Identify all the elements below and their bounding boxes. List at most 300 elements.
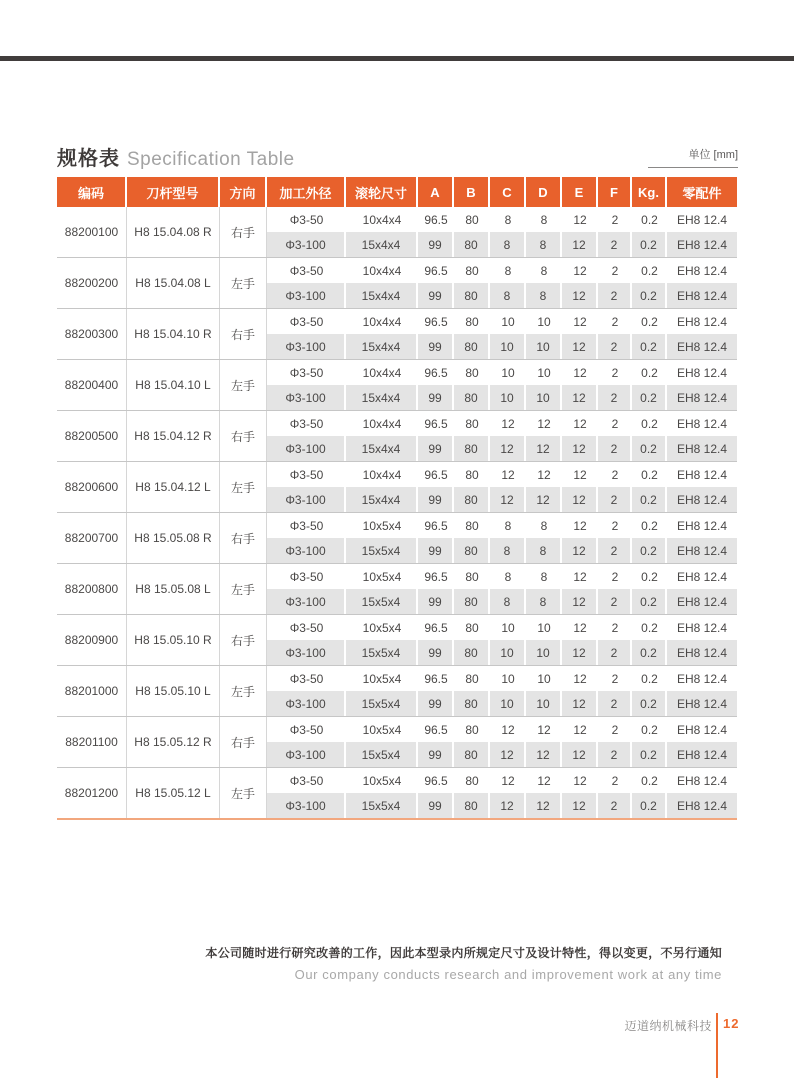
column-header: D bbox=[526, 177, 562, 207]
table-cell: 0.2 bbox=[632, 742, 667, 767]
table-cell: 80 bbox=[454, 436, 490, 461]
footer-note bbox=[205, 944, 722, 982]
table-cell: 0.2 bbox=[641, 263, 658, 278]
table-cell: Φ3-50 bbox=[289, 773, 324, 788]
table-cell: 12 bbox=[501, 416, 515, 431]
unit-label: 单位 [mm] bbox=[648, 146, 738, 168]
table-cell: 8 bbox=[540, 212, 548, 227]
table-cell: 12 bbox=[562, 283, 598, 308]
table-cell: 0.2 bbox=[632, 232, 667, 257]
table-cell: 12 bbox=[562, 640, 598, 665]
table-cell: 96.5 bbox=[424, 620, 448, 635]
table-row-group bbox=[57, 207, 737, 258]
table-cell: Φ3-100 bbox=[267, 538, 346, 563]
table-cell: EH8 12.4 bbox=[676, 467, 728, 482]
table-cell: 12 bbox=[562, 334, 598, 359]
cell-model: H8 15.05.08 R bbox=[127, 513, 220, 563]
table-cell: 2 bbox=[598, 538, 632, 563]
table-cell: Φ3-50 bbox=[289, 263, 324, 278]
table-cell: Φ3-100 bbox=[267, 742, 346, 767]
table-row bbox=[267, 411, 737, 436]
table-cell: 10 bbox=[490, 691, 526, 716]
table-cell: 80 bbox=[454, 793, 490, 818]
table-cell: 99 bbox=[418, 538, 454, 563]
table-row bbox=[267, 768, 737, 793]
table-cell: 2 bbox=[598, 742, 632, 767]
table-cell: 80 bbox=[454, 487, 490, 512]
table-cell: Φ3-50 bbox=[289, 212, 324, 227]
cell-model: H8 15.04.10 L bbox=[127, 360, 220, 410]
table-cell: 0.2 bbox=[632, 640, 667, 665]
table-cell: 99 bbox=[418, 334, 454, 359]
table-cell: EH8 12.4 bbox=[676, 416, 728, 431]
table-cell: 0.2 bbox=[632, 793, 667, 818]
table-cell: EH8 12.4 bbox=[667, 742, 737, 767]
table-cell: 12 bbox=[562, 487, 598, 512]
table-cell: 2 bbox=[598, 487, 632, 512]
table-cell: 80 bbox=[454, 538, 490, 563]
table-cell: 12 bbox=[562, 232, 598, 257]
table-cell: 12 bbox=[501, 773, 515, 788]
table-cell: 15x5x4 bbox=[346, 640, 418, 665]
table-cell: 2 bbox=[598, 334, 632, 359]
table-cell: Φ3-100 bbox=[267, 487, 346, 512]
table-row-group bbox=[57, 717, 737, 768]
table-cell: 10x4x4 bbox=[362, 467, 402, 482]
sub-rows bbox=[267, 309, 737, 359]
sub-rows bbox=[267, 564, 737, 614]
sub-rows bbox=[267, 360, 737, 410]
table-row bbox=[267, 436, 737, 461]
table-cell: 10x4x4 bbox=[362, 212, 402, 227]
cell-model: H8 15.05.10 L bbox=[127, 666, 220, 716]
table-row bbox=[267, 258, 737, 283]
table-cell: EH8 12.4 bbox=[676, 722, 728, 737]
table-cell: 0.2 bbox=[632, 283, 667, 308]
table-cell: 10 bbox=[526, 334, 562, 359]
cell-model: H8 15.04.12 L bbox=[127, 462, 220, 512]
table-cell: 8 bbox=[490, 232, 526, 257]
table-cell: 80 bbox=[465, 569, 479, 584]
table-cell: EH8 12.4 bbox=[676, 314, 728, 329]
table-cell: EH8 12.4 bbox=[676, 518, 728, 533]
table-row bbox=[267, 666, 737, 691]
table-cell: 80 bbox=[465, 518, 479, 533]
table-cell: 10 bbox=[537, 365, 551, 380]
table-cell: 8 bbox=[504, 569, 512, 584]
table-cell: 80 bbox=[465, 263, 479, 278]
table-cell: 96.5 bbox=[424, 722, 448, 737]
table-row bbox=[267, 691, 737, 716]
table-cell: 0.2 bbox=[641, 518, 658, 533]
cell-model: H8 15.05.12 L bbox=[127, 768, 220, 818]
cell-direction: 右手 bbox=[220, 207, 267, 257]
table-cell: 2 bbox=[611, 212, 619, 227]
table-cell: EH8 12.4 bbox=[667, 691, 737, 716]
table-cell: 2 bbox=[611, 314, 619, 329]
table-cell: EH8 12.4 bbox=[667, 283, 737, 308]
table-cell: 10x5x4 bbox=[362, 773, 402, 788]
table-cell: 15x5x4 bbox=[346, 742, 418, 767]
cell-direction: 右手 bbox=[220, 615, 267, 665]
table-cell: Φ3-50 bbox=[289, 518, 324, 533]
table-cell: EH8 12.4 bbox=[676, 365, 728, 380]
column-header: C bbox=[490, 177, 526, 207]
table-cell: EH8 12.4 bbox=[676, 671, 728, 686]
table-row bbox=[267, 513, 737, 538]
table-cell: 12 bbox=[562, 589, 598, 614]
table-cell: 8 bbox=[540, 518, 548, 533]
cell-code: 88201100 bbox=[57, 717, 127, 767]
table-cell: 15x4x4 bbox=[346, 232, 418, 257]
table-cell: 15x5x4 bbox=[346, 589, 418, 614]
footer-note-en: Our company conducts research and improvement work at any time bbox=[294, 967, 722, 982]
sub-rows bbox=[267, 717, 737, 767]
sub-rows bbox=[267, 768, 737, 818]
table-cell: Φ3-100 bbox=[267, 793, 346, 818]
table-cell: EH8 12.4 bbox=[667, 487, 737, 512]
table-cell: 12 bbox=[562, 691, 598, 716]
table-cell: 80 bbox=[454, 385, 490, 410]
table-cell: 10 bbox=[501, 671, 515, 686]
table-row-group bbox=[57, 462, 737, 513]
cell-direction: 左手 bbox=[220, 360, 267, 410]
table-cell: 2 bbox=[598, 283, 632, 308]
table-cell: 2 bbox=[611, 263, 619, 278]
table-cell: 10x5x4 bbox=[362, 671, 402, 686]
table-cell: 12 bbox=[490, 793, 526, 818]
table-cell: 10x5x4 bbox=[362, 569, 402, 584]
table-row bbox=[267, 717, 737, 742]
sub-rows bbox=[267, 258, 737, 308]
table-cell: 10 bbox=[501, 314, 515, 329]
page-number-divider bbox=[716, 1013, 718, 1078]
cell-direction: 右手 bbox=[220, 411, 267, 461]
table-row bbox=[267, 615, 737, 640]
table-cell: 15x4x4 bbox=[346, 436, 418, 461]
table-cell: 80 bbox=[465, 467, 479, 482]
table-cell: 12 bbox=[573, 518, 587, 533]
table-cell: 15x4x4 bbox=[346, 487, 418, 512]
table-cell: 80 bbox=[465, 671, 479, 686]
table-cell: 12 bbox=[526, 436, 562, 461]
column-header: 加工外径 bbox=[267, 177, 346, 207]
table-cell: 96.5 bbox=[424, 416, 448, 431]
table-cell: EH8 12.4 bbox=[676, 569, 728, 584]
cell-direction: 左手 bbox=[220, 258, 267, 308]
table-cell: 12 bbox=[501, 722, 515, 737]
table-cell: 99 bbox=[418, 232, 454, 257]
table-cell: 8 bbox=[526, 232, 562, 257]
table-cell: 12 bbox=[573, 416, 587, 431]
table-row bbox=[267, 232, 737, 257]
cell-code: 88200600 bbox=[57, 462, 127, 512]
cell-code: 88200400 bbox=[57, 360, 127, 410]
table-cell: 2 bbox=[611, 773, 619, 788]
table-cell: 12 bbox=[526, 793, 562, 818]
table-cell: EH8 12.4 bbox=[667, 334, 737, 359]
table-cell: 12 bbox=[537, 722, 551, 737]
table-cell: 15x4x4 bbox=[346, 385, 418, 410]
table-row bbox=[267, 360, 737, 385]
table-cell: EH8 12.4 bbox=[667, 385, 737, 410]
table-cell: 80 bbox=[454, 691, 490, 716]
table-cell: 0.2 bbox=[632, 487, 667, 512]
table-cell: EH8 12.4 bbox=[676, 212, 728, 227]
table-row-group bbox=[57, 666, 737, 717]
table-cell: Φ3-50 bbox=[289, 314, 324, 329]
column-header: B bbox=[454, 177, 490, 207]
cell-model: H8 15.04.08 R bbox=[127, 207, 220, 257]
table-cell: 80 bbox=[454, 232, 490, 257]
cell-code: 88201200 bbox=[57, 768, 127, 818]
table-cell: 99 bbox=[418, 283, 454, 308]
table-cell: 80 bbox=[454, 742, 490, 767]
table-cell: 0.2 bbox=[641, 416, 658, 431]
table-cell: 12 bbox=[573, 467, 587, 482]
table-cell: 12 bbox=[562, 436, 598, 461]
table-row bbox=[267, 538, 737, 563]
table-cell: 8 bbox=[490, 589, 526, 614]
cell-code: 88201000 bbox=[57, 666, 127, 716]
table-cell: 15x5x4 bbox=[346, 691, 418, 716]
cell-code: 88200500 bbox=[57, 411, 127, 461]
table-cell: 0.2 bbox=[632, 589, 667, 614]
table-body bbox=[57, 207, 737, 820]
cell-code: 88200800 bbox=[57, 564, 127, 614]
table-cell: 10 bbox=[537, 620, 551, 635]
table-cell: 96.5 bbox=[424, 212, 448, 227]
table-cell: Φ3-50 bbox=[289, 722, 324, 737]
table-cell: 2 bbox=[611, 467, 619, 482]
table-cell: 12 bbox=[537, 416, 551, 431]
table-cell: 8 bbox=[490, 538, 526, 563]
table-cell: 15x4x4 bbox=[346, 283, 418, 308]
table-cell: 0.2 bbox=[632, 385, 667, 410]
sub-rows bbox=[267, 207, 737, 257]
table-cell: 2 bbox=[598, 436, 632, 461]
table-row bbox=[267, 640, 737, 665]
table-cell: Φ3-100 bbox=[267, 691, 346, 716]
table-cell: 0.2 bbox=[641, 365, 658, 380]
table-row-group bbox=[57, 513, 737, 564]
table-cell: 80 bbox=[454, 334, 490, 359]
table-cell: 10 bbox=[526, 691, 562, 716]
cell-direction: 右手 bbox=[220, 717, 267, 767]
table-cell: 80 bbox=[465, 620, 479, 635]
table-row bbox=[267, 309, 737, 334]
column-header: 编码 bbox=[57, 177, 127, 207]
table-cell: 10x5x4 bbox=[362, 518, 402, 533]
table-cell: Φ3-100 bbox=[267, 232, 346, 257]
table-cell: 0.2 bbox=[632, 538, 667, 563]
table-cell: 96.5 bbox=[424, 314, 448, 329]
table-cell: 10 bbox=[501, 620, 515, 635]
table-cell: EH8 12.4 bbox=[667, 589, 737, 614]
column-header: E bbox=[562, 177, 598, 207]
column-header: A bbox=[418, 177, 454, 207]
table-cell: Φ3-50 bbox=[289, 365, 324, 380]
table-cell: 2 bbox=[611, 722, 619, 737]
table-row-group bbox=[57, 309, 737, 360]
table-cell: 80 bbox=[465, 722, 479, 737]
table-cell: 12 bbox=[573, 620, 587, 635]
page-number: 12 bbox=[723, 1016, 740, 1031]
table-cell: 10x4x4 bbox=[362, 314, 402, 329]
table-cell: 0.2 bbox=[641, 722, 658, 737]
table-cell: 80 bbox=[454, 283, 490, 308]
table-cell: 8 bbox=[504, 212, 512, 227]
table-cell: EH8 12.4 bbox=[667, 793, 737, 818]
table-cell: 80 bbox=[465, 773, 479, 788]
table-cell: Φ3-100 bbox=[267, 385, 346, 410]
page-title-zh: 规格表 bbox=[57, 148, 120, 170]
table-cell: 2 bbox=[598, 640, 632, 665]
table-cell: 8 bbox=[526, 283, 562, 308]
table-header-row bbox=[57, 177, 737, 207]
table-cell: 0.2 bbox=[641, 314, 658, 329]
table-cell: 8 bbox=[490, 283, 526, 308]
cell-model: H8 15.04.12 R bbox=[127, 411, 220, 461]
table-cell: Φ3-50 bbox=[289, 416, 324, 431]
table-cell: 10 bbox=[537, 314, 551, 329]
table-cell: Φ3-100 bbox=[267, 589, 346, 614]
table-row bbox=[267, 564, 737, 589]
table-cell: EH8 12.4 bbox=[676, 263, 728, 278]
table-cell: EH8 12.4 bbox=[667, 436, 737, 461]
table-cell: 10 bbox=[490, 640, 526, 665]
table-cell: 8 bbox=[526, 589, 562, 614]
table-cell: 2 bbox=[611, 518, 619, 533]
table-row-group bbox=[57, 360, 737, 411]
table-row-group bbox=[57, 258, 737, 309]
table-cell: 96.5 bbox=[424, 773, 448, 788]
table-row bbox=[267, 742, 737, 767]
table-cell: 10 bbox=[526, 385, 562, 410]
table-row bbox=[267, 487, 737, 512]
table-cell: 12 bbox=[562, 385, 598, 410]
table-cell: Φ3-100 bbox=[267, 334, 346, 359]
table-cell: 0.2 bbox=[641, 569, 658, 584]
table-cell: 12 bbox=[526, 742, 562, 767]
table-cell: Φ3-50 bbox=[289, 671, 324, 686]
table-cell: 0.2 bbox=[641, 671, 658, 686]
table-cell: 2 bbox=[598, 793, 632, 818]
table-row-group bbox=[57, 768, 737, 818]
table-cell: 12 bbox=[562, 793, 598, 818]
table-cell: 8 bbox=[504, 518, 512, 533]
table-cell: 12 bbox=[501, 467, 515, 482]
table-row bbox=[267, 283, 737, 308]
table-cell: 99 bbox=[418, 487, 454, 512]
table-cell: Φ3-100 bbox=[267, 640, 346, 665]
table-cell: 12 bbox=[573, 314, 587, 329]
table-cell: 0.2 bbox=[641, 467, 658, 482]
table-cell: 99 bbox=[418, 691, 454, 716]
table-cell: Φ3-50 bbox=[289, 620, 324, 635]
table-cell: 2 bbox=[598, 385, 632, 410]
table-row-group bbox=[57, 564, 737, 615]
table-cell: 10x4x4 bbox=[362, 365, 402, 380]
table-row bbox=[267, 385, 737, 410]
table-row bbox=[267, 207, 737, 232]
table-cell: 8 bbox=[540, 569, 548, 584]
table-cell: 12 bbox=[562, 742, 598, 767]
table-cell: 99 bbox=[418, 385, 454, 410]
table-cell: 96.5 bbox=[424, 263, 448, 278]
cell-code: 88200100 bbox=[57, 207, 127, 257]
table-cell: 12 bbox=[573, 671, 587, 686]
table-cell: 12 bbox=[537, 773, 551, 788]
cell-model: H8 15.04.08 L bbox=[127, 258, 220, 308]
cell-direction: 左手 bbox=[220, 768, 267, 818]
table-cell: 8 bbox=[504, 263, 512, 278]
table-cell: 12 bbox=[490, 436, 526, 461]
sub-rows bbox=[267, 411, 737, 461]
footer-note-zh: 本公司随时进行研究改善的工作，因此本型录内所规定尺寸及设计特性，得以变更，不另行通知 bbox=[205, 946, 722, 960]
cell-code: 88200700 bbox=[57, 513, 127, 563]
table-cell: 15x5x4 bbox=[346, 793, 418, 818]
cell-model: H8 15.05.10 R bbox=[127, 615, 220, 665]
table-cell: 2 bbox=[611, 365, 619, 380]
column-header: Kg. bbox=[632, 177, 667, 207]
cell-direction: 右手 bbox=[220, 309, 267, 359]
table-cell: 96.5 bbox=[424, 365, 448, 380]
table-cell: 10x5x4 bbox=[362, 620, 402, 635]
table-cell: 0.2 bbox=[641, 212, 658, 227]
table-cell: 10 bbox=[537, 671, 551, 686]
table-row bbox=[267, 793, 737, 818]
table-cell: 99 bbox=[418, 436, 454, 461]
cell-code: 88200900 bbox=[57, 615, 127, 665]
table-cell: 8 bbox=[540, 263, 548, 278]
table-cell: 99 bbox=[418, 793, 454, 818]
table-cell: 99 bbox=[418, 589, 454, 614]
table-cell: 80 bbox=[465, 365, 479, 380]
table-cell: 0.2 bbox=[641, 773, 658, 788]
table-cell: 2 bbox=[611, 671, 619, 686]
table-cell: 96.5 bbox=[424, 569, 448, 584]
table-cell: 8 bbox=[526, 538, 562, 563]
column-header: F bbox=[598, 177, 632, 207]
table-cell: 0.2 bbox=[632, 334, 667, 359]
table-cell: 80 bbox=[454, 640, 490, 665]
table-row bbox=[267, 462, 737, 487]
cell-code: 88200200 bbox=[57, 258, 127, 308]
table-cell: 80 bbox=[454, 589, 490, 614]
table-cell: 96.5 bbox=[424, 467, 448, 482]
table-cell: 2 bbox=[611, 620, 619, 635]
table-row bbox=[267, 334, 737, 359]
company-name: 迈道纳机械科技 bbox=[624, 1019, 712, 1033]
page-title bbox=[57, 142, 295, 171]
table-cell: 12 bbox=[490, 742, 526, 767]
table-cell: 10x4x4 bbox=[362, 263, 402, 278]
table-cell: 0.2 bbox=[632, 436, 667, 461]
table-cell: 10 bbox=[501, 365, 515, 380]
table-row-group bbox=[57, 615, 737, 666]
table-cell: 15x5x4 bbox=[346, 538, 418, 563]
table-cell: 10 bbox=[490, 385, 526, 410]
table-cell: 2 bbox=[598, 589, 632, 614]
column-header: 滚轮尺寸 bbox=[346, 177, 418, 207]
sub-rows bbox=[267, 462, 737, 512]
cell-model: H8 15.05.08 L bbox=[127, 564, 220, 614]
cell-direction: 右手 bbox=[220, 513, 267, 563]
cell-direction: 左手 bbox=[220, 564, 267, 614]
table-cell: 96.5 bbox=[424, 518, 448, 533]
table-cell: EH8 12.4 bbox=[667, 232, 737, 257]
